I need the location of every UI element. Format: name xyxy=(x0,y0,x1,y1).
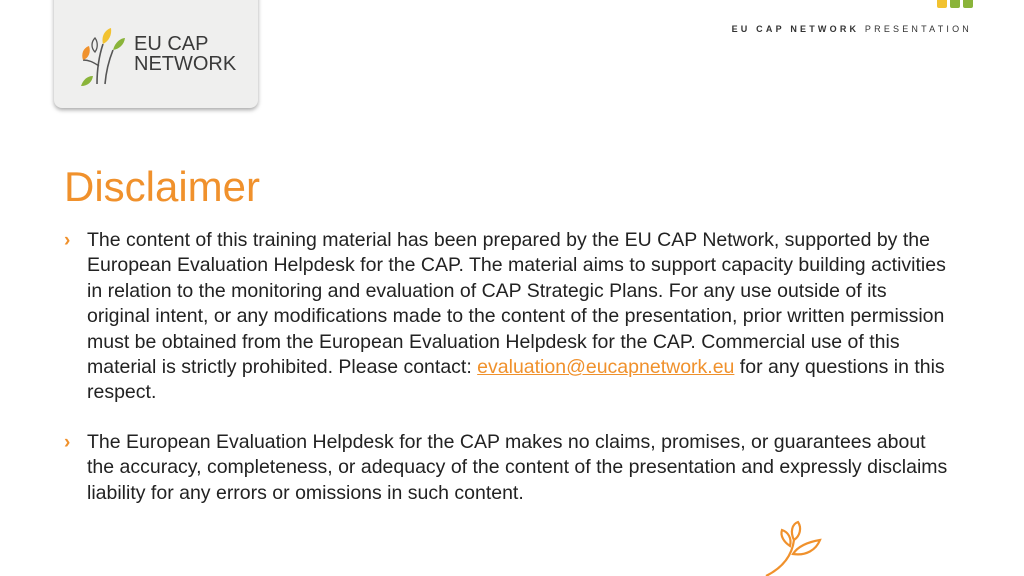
square-yellow xyxy=(937,0,947,8)
logo-wordmark xyxy=(134,34,236,74)
disclaimer-item-1-text-after: for any questions in this respect. xyxy=(87,356,945,404)
page-title: Disclaimer xyxy=(64,163,261,210)
chevron-right-icon: › xyxy=(64,230,71,251)
top-color-squares xyxy=(937,0,973,8)
logo-card xyxy=(54,0,258,108)
square-green-1 xyxy=(950,0,960,8)
disclaimer-item-1-text: The content of this training material has been prepared by the EU CAP Network, supported by the European Evaluation Helpdesk for the CAP. The material aims to support capacity building activities in relation to the monitoring and evaluation of CAP Strategic Plans. For any use outside of its original intent, or any modifications made to the content of the presentation, prior written permission must be obtained from the European Evaluation Helpdesk for the CAP. Commercial use of this material is strictly prohibited. Please contact: xyxy=(87,229,946,379)
chevron-right-icon: › xyxy=(64,431,71,453)
disclaimer-item-1 xyxy=(64,228,954,406)
disclaimer-item-2 xyxy=(64,430,954,506)
disclaimer-item-2-text: The European Evaluation Helpdesk for the CAP makes no claims, promises, or guarantees about the accuracy, completeness, or adequacy of the content of the presentation and expressly disclaims liability for any errors or omissions in such content. xyxy=(87,430,948,504)
square-green-2 xyxy=(963,0,973,8)
logo-line-1: EU CAP xyxy=(134,33,209,55)
header-type: PRESENTATION xyxy=(864,24,972,34)
header-org: EU CAP NETWORK xyxy=(731,24,860,34)
logo-line-2: NETWORK xyxy=(134,53,237,75)
sprout-logo-icon xyxy=(79,26,125,86)
contact-email-link[interactable]: evaluation@eucapnetwork.eu xyxy=(477,356,735,379)
header-label xyxy=(732,24,972,34)
sprout-outline-icon xyxy=(762,520,826,576)
disclaimer-list xyxy=(64,228,954,530)
